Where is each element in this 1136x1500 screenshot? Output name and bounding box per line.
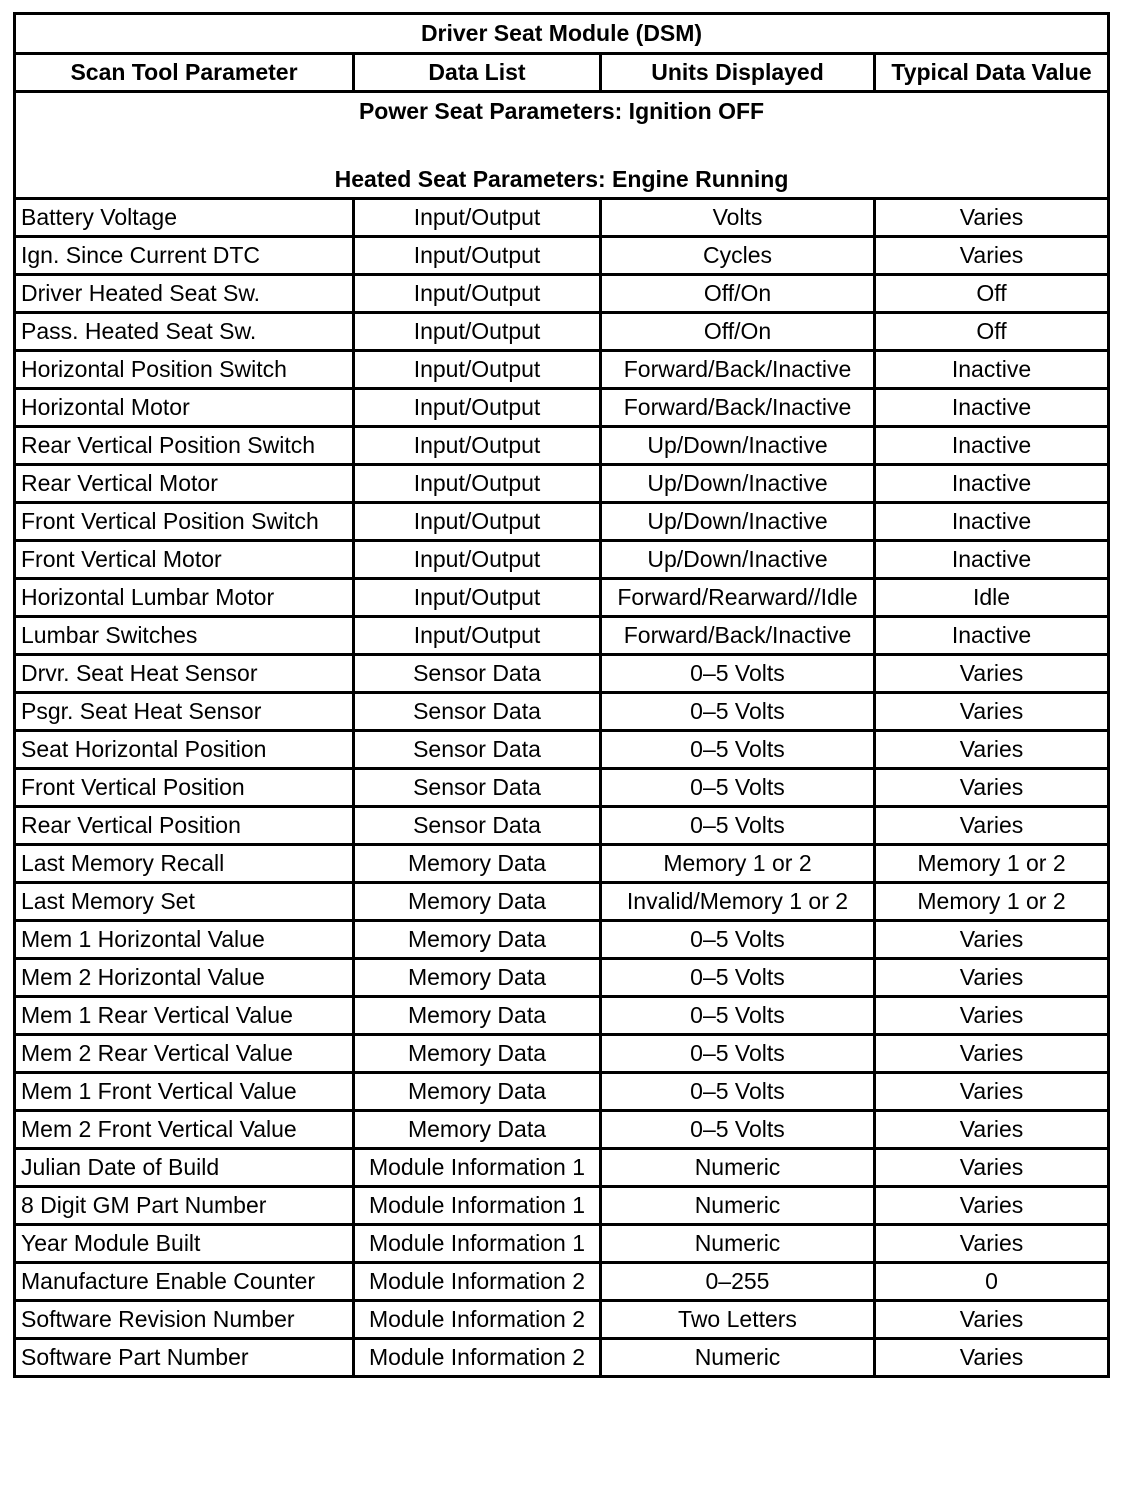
typical-value-cell: Varies — [875, 959, 1109, 997]
typical-value-cell: Varies — [875, 1149, 1109, 1187]
units-cell: Numeric — [601, 1225, 875, 1263]
column-header-units-displayed: Units Displayed — [601, 54, 875, 92]
typical-value-cell: Memory 1 or 2 — [875, 845, 1109, 883]
table-row — [15, 617, 1109, 655]
param-cell: Year Module Built — [15, 1225, 354, 1263]
table-row — [15, 883, 1109, 921]
units-cell: 0–5 Volts — [601, 655, 875, 693]
units-cell: Off/On — [601, 275, 875, 313]
column-header-scan-tool-parameter: Scan Tool Parameter — [15, 54, 354, 92]
typical-value-cell: Varies — [875, 997, 1109, 1035]
units-cell: Cycles — [601, 237, 875, 275]
typical-value-cell: Varies — [875, 237, 1109, 275]
units-cell: Up/Down/Inactive — [601, 503, 875, 541]
param-cell: Mem 2 Horizontal Value — [15, 959, 354, 997]
data-list-cell: Input/Output — [354, 237, 601, 275]
param-cell: Rear Vertical Position Switch — [15, 427, 354, 465]
data-list-cell: Sensor Data — [354, 769, 601, 807]
param-cell: 8 Digit GM Part Number — [15, 1187, 354, 1225]
units-cell: Forward/Back/Inactive — [601, 389, 875, 427]
data-list-cell: Input/Output — [354, 541, 601, 579]
table-row — [15, 579, 1109, 617]
table-row — [15, 503, 1109, 541]
param-cell: Mem 2 Rear Vertical Value — [15, 1035, 354, 1073]
data-list-cell: Memory Data — [354, 1073, 601, 1111]
table-row — [15, 769, 1109, 807]
param-cell: Psgr. Seat Heat Sensor — [15, 693, 354, 731]
param-cell: Last Memory Recall — [15, 845, 354, 883]
typical-value-cell: Inactive — [875, 617, 1109, 655]
typical-value-cell: Inactive — [875, 351, 1109, 389]
data-list-cell: Sensor Data — [354, 807, 601, 845]
param-cell: Horizontal Motor — [15, 389, 354, 427]
units-cell: 0–5 Volts — [601, 959, 875, 997]
table-row — [15, 807, 1109, 845]
param-cell: Front Vertical Position — [15, 769, 354, 807]
typical-value-cell: Inactive — [875, 541, 1109, 579]
data-list-cell: Memory Data — [354, 1111, 601, 1149]
table-row — [15, 275, 1109, 313]
table-row — [15, 693, 1109, 731]
param-cell: Mem 2 Front Vertical Value — [15, 1111, 354, 1149]
param-cell: Mem 1 Rear Vertical Value — [15, 997, 354, 1035]
data-list-cell: Module Information 2 — [354, 1301, 601, 1339]
param-cell: Ign. Since Current DTC — [15, 237, 354, 275]
typical-value-cell: Varies — [875, 921, 1109, 959]
units-cell: 0–5 Volts — [601, 693, 875, 731]
param-cell: Lumbar Switches — [15, 617, 354, 655]
param-cell: Last Memory Set — [15, 883, 354, 921]
units-cell: 0–5 Volts — [601, 1111, 875, 1149]
units-cell: Off/On — [601, 313, 875, 351]
table-row — [15, 541, 1109, 579]
table-row — [15, 959, 1109, 997]
table-row — [15, 1187, 1109, 1225]
heated-seat-condition: Heated Seat Parameters: Engine Running — [334, 165, 789, 192]
typical-value-cell: Varies — [875, 1339, 1109, 1377]
units-cell: Invalid/Memory 1 or 2 — [601, 883, 875, 921]
param-cell: Software Revision Number — [15, 1301, 354, 1339]
data-list-cell: Sensor Data — [354, 731, 601, 769]
column-header-data-list: Data List — [354, 54, 601, 92]
table-row — [15, 313, 1109, 351]
title-row — [15, 14, 1109, 54]
units-cell: 0–5 Volts — [601, 921, 875, 959]
param-cell: Horizontal Position Switch — [15, 351, 354, 389]
param-cell: Battery Voltage — [15, 199, 354, 237]
units-cell: Volts — [601, 199, 875, 237]
units-cell: Forward/Rearward//Idle — [601, 579, 875, 617]
power-seat-condition: Power Seat Parameters: Ignition OFF — [358, 97, 765, 124]
param-cell: Manufacture Enable Counter — [15, 1263, 354, 1301]
typical-value-cell: Off — [875, 275, 1109, 313]
table-row — [15, 199, 1109, 237]
param-cell: Rear Vertical Position — [15, 807, 354, 845]
param-cell: Seat Horizontal Position — [15, 731, 354, 769]
data-list-cell: Memory Data — [354, 883, 601, 921]
table-row — [15, 731, 1109, 769]
data-list-cell: Input/Output — [354, 465, 601, 503]
units-cell: 0–5 Volts — [601, 1035, 875, 1073]
table-body — [15, 199, 1109, 1377]
conditions-row — [15, 92, 1109, 199]
data-list-cell: Module Information 1 — [354, 1187, 601, 1225]
data-list-cell: Input/Output — [354, 275, 601, 313]
table-row — [15, 1073, 1109, 1111]
data-list-cell: Input/Output — [354, 313, 601, 351]
units-cell: 0–5 Volts — [601, 1073, 875, 1111]
data-list-cell: Module Information 1 — [354, 1149, 601, 1187]
units-cell: Forward/Back/Inactive — [601, 351, 875, 389]
typical-value-cell: 0 — [875, 1263, 1109, 1301]
data-list-cell: Memory Data — [354, 959, 601, 997]
param-cell: Horizontal Lumbar Motor — [15, 579, 354, 617]
table-row — [15, 1111, 1109, 1149]
typical-value-cell: Inactive — [875, 427, 1109, 465]
param-cell: Driver Heated Seat Sw. — [15, 275, 354, 313]
data-list-cell: Input/Output — [354, 503, 601, 541]
typical-value-cell: Inactive — [875, 389, 1109, 427]
units-cell: 0–255 — [601, 1263, 875, 1301]
typical-value-cell: Varies — [875, 693, 1109, 731]
param-cell: Pass. Heated Seat Sw. — [15, 313, 354, 351]
table-row — [15, 427, 1109, 465]
typical-value-cell: Memory 1 or 2 — [875, 883, 1109, 921]
data-list-cell: Module Information 1 — [354, 1225, 601, 1263]
typical-value-cell: Varies — [875, 1111, 1109, 1149]
data-list-cell: Input/Output — [354, 579, 601, 617]
data-list-cell: Sensor Data — [354, 693, 601, 731]
scan-tool-data-table — [13, 12, 1110, 1378]
data-list-cell: Module Information 2 — [354, 1263, 601, 1301]
units-cell: Numeric — [601, 1339, 875, 1377]
table-row — [15, 921, 1109, 959]
table-row — [15, 1263, 1109, 1301]
units-cell: 0–5 Volts — [601, 807, 875, 845]
param-cell: Rear Vertical Motor — [15, 465, 354, 503]
data-list-cell: Sensor Data — [354, 655, 601, 693]
data-list-cell: Module Information 2 — [354, 1339, 601, 1377]
table-row — [15, 465, 1109, 503]
typical-value-cell: Varies — [875, 1187, 1109, 1225]
data-list-cell: Input/Output — [354, 617, 601, 655]
typical-value-cell: Varies — [875, 731, 1109, 769]
typical-value-cell: Off — [875, 313, 1109, 351]
param-cell: Mem 1 Front Vertical Value — [15, 1073, 354, 1111]
data-list-cell: Input/Output — [354, 351, 601, 389]
data-list-cell: Memory Data — [354, 1035, 601, 1073]
param-cell: Drvr. Seat Heat Sensor — [15, 655, 354, 693]
table-row — [15, 655, 1109, 693]
units-cell: Numeric — [601, 1187, 875, 1225]
table-row — [15, 1149, 1109, 1187]
header-row — [15, 54, 1109, 92]
units-cell: Two Letters — [601, 1301, 875, 1339]
data-list-cell: Memory Data — [354, 845, 601, 883]
table-row — [15, 1339, 1109, 1377]
param-cell: Front Vertical Position Switch — [15, 503, 354, 541]
test-conditions — [15, 92, 1109, 199]
typical-value-cell: Varies — [875, 655, 1109, 693]
param-cell: Mem 1 Horizontal Value — [15, 921, 354, 959]
units-cell: Forward/Back/Inactive — [601, 617, 875, 655]
units-cell: Up/Down/Inactive — [601, 465, 875, 503]
units-cell: Up/Down/Inactive — [601, 427, 875, 465]
typical-value-cell: Varies — [875, 1225, 1109, 1263]
units-cell: 0–5 Volts — [601, 731, 875, 769]
table-row — [15, 1035, 1109, 1073]
table-row — [15, 351, 1109, 389]
table-row — [15, 997, 1109, 1035]
typical-value-cell: Varies — [875, 1035, 1109, 1073]
data-list-cell: Memory Data — [354, 921, 601, 959]
typical-value-cell: Varies — [875, 1073, 1109, 1111]
units-cell: Memory 1 or 2 — [601, 845, 875, 883]
data-list-cell: Input/Output — [354, 427, 601, 465]
data-list-cell: Memory Data — [354, 997, 601, 1035]
data-list-cell: Input/Output — [354, 389, 601, 427]
data-list-cell: Input/Output — [354, 199, 601, 237]
table-row — [15, 845, 1109, 883]
table-row — [15, 237, 1109, 275]
param-cell: Software Part Number — [15, 1339, 354, 1377]
typical-value-cell: Inactive — [875, 503, 1109, 541]
typical-value-cell: Varies — [875, 199, 1109, 237]
typical-value-cell: Inactive — [875, 465, 1109, 503]
typical-value-cell: Varies — [875, 769, 1109, 807]
units-cell: 0–5 Volts — [601, 997, 875, 1035]
table-row — [15, 1225, 1109, 1263]
typical-value-cell: Varies — [875, 1301, 1109, 1339]
table-title: Driver Seat Module (DSM) — [15, 14, 1109, 54]
table-row — [15, 1301, 1109, 1339]
typical-value-cell: Varies — [875, 807, 1109, 845]
param-cell: Julian Date of Build — [15, 1149, 354, 1187]
param-cell: Front Vertical Motor — [15, 541, 354, 579]
typical-value-cell: Idle — [875, 579, 1109, 617]
units-cell: Up/Down/Inactive — [601, 541, 875, 579]
units-cell: Numeric — [601, 1149, 875, 1187]
units-cell: 0–5 Volts — [601, 769, 875, 807]
table-row — [15, 389, 1109, 427]
column-header-typical-data-value: Typical Data Value — [875, 54, 1109, 92]
